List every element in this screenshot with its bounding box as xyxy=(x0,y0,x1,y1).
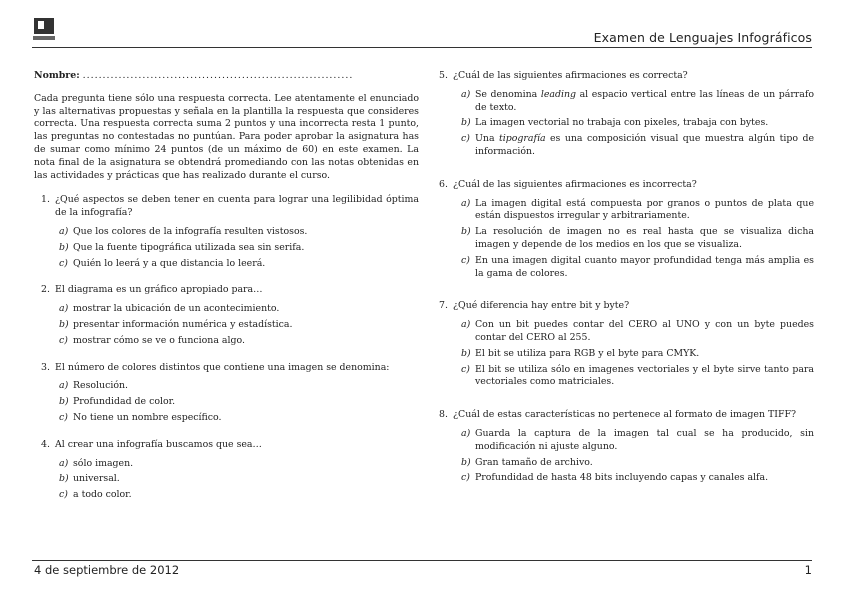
question-number: 7. xyxy=(439,300,448,312)
question-5 xyxy=(436,70,814,159)
option-text: La resolución de imagen no es real hasta que se visualiza dicha imagen y depende de los medios en los que se visualiza. xyxy=(475,226,814,250)
option-text: mostrar la ubicación de un acontecimiento. xyxy=(73,303,280,315)
option-c xyxy=(461,472,814,485)
question-text: Al crear una infografía buscamos que sea… xyxy=(55,438,262,450)
option-c xyxy=(59,489,419,502)
option-text: presentar información numérica y estadística. xyxy=(73,318,293,330)
option-text: Profundidad de hasta 48 bits incluyendo capas y canales alfa. xyxy=(475,472,769,484)
student-name-field[interactable]: .................................................................... xyxy=(82,70,354,81)
option-text-part: Una xyxy=(475,133,499,145)
option-a xyxy=(59,226,419,239)
option-text: El bit se utiliza para RGB y el byte para CMYK. xyxy=(475,347,700,359)
option-text-part: al espacio vertical entre las líneas de un párrafo de texto. xyxy=(475,88,814,113)
option-letter: c) xyxy=(461,254,470,266)
option-b xyxy=(461,117,814,130)
option-c xyxy=(59,412,419,425)
option-letter: a) xyxy=(59,303,69,315)
option-letter: b) xyxy=(461,117,471,129)
option-b xyxy=(59,242,419,255)
option-letter: c) xyxy=(59,334,68,346)
option-letter: c) xyxy=(461,472,470,484)
university-logo xyxy=(32,18,56,42)
logo-caption-icon xyxy=(33,36,55,40)
option-text xyxy=(475,89,814,115)
option-letter: c) xyxy=(461,363,470,375)
question-number: 3. xyxy=(41,361,50,373)
option-text: Que los colores de la infografía resulten vistosos. xyxy=(73,225,308,237)
option-text-part: Se denomina xyxy=(475,88,541,100)
question-number: 5. xyxy=(439,70,448,81)
option-emphasis: leading xyxy=(540,88,577,100)
option-letter: b) xyxy=(59,241,69,253)
option-letter: c) xyxy=(59,411,68,423)
instructions-paragraph: Cada pregunta tiene sólo una respuesta correcta. Lee atentamente el enunciado y las alternativas propuestas y señala en la plantilla la respuesta que consideres correcta. Una respuesta correcta suma 2 puntos y una incorrecta resta 1 punto, las preguntas no contestadas no puntúan. Para poder aprobar la asignatura has de sumar como mínimo 24 puntos (de un máximo de 60) en este examen. La nota final de la asignatura se obtendrá promediando con las notas obtenidas en las actividades y prácticas que has realizado durante el curso. xyxy=(34,92,419,181)
option-a xyxy=(461,89,814,115)
option-a xyxy=(461,319,814,345)
option-b xyxy=(59,319,419,332)
option-emphasis: tipografía xyxy=(499,133,546,145)
page-number: 1 xyxy=(804,563,812,577)
option-b xyxy=(59,473,419,486)
question-number: 8. xyxy=(439,409,448,421)
student-name-label: Nombre: xyxy=(34,70,80,81)
option-letter: b) xyxy=(59,473,69,485)
option-text: El bit se utiliza sólo en imagenes vectoriales y el byte sirve tanto para vectoriales como matriciales. xyxy=(475,363,814,388)
option-b xyxy=(461,226,814,252)
header-rule xyxy=(32,47,812,48)
option-letter: a) xyxy=(59,380,69,392)
option-letter: a) xyxy=(461,319,471,331)
option-letter: a) xyxy=(461,197,471,209)
option-text: La imagen vectorial no trabaja con pixeles, trabaja con bytes. xyxy=(475,117,769,129)
option-c xyxy=(461,255,814,281)
option-letter: b) xyxy=(59,318,69,330)
left-column xyxy=(34,70,419,516)
option-text: Guarda la captura de la imagen tal cual se ha producido, sin modificación ni ajuste alguno. xyxy=(475,427,814,452)
question-text: ¿Qué aspectos se deben tener en cuenta para lograr una legilibidad óptima de la infografía? xyxy=(55,194,419,219)
option-text: No tiene un nombre específico. xyxy=(73,411,222,423)
question-text: ¿Cuál de estas características no pertenece al formato de imagen TIFF? xyxy=(453,409,796,421)
question-6 xyxy=(436,179,814,281)
question-number: 6. xyxy=(439,178,448,190)
question-2 xyxy=(34,284,419,347)
question-number: 4. xyxy=(41,438,50,450)
footer-rule xyxy=(32,560,812,561)
option-text: Profundidad de color. xyxy=(73,396,176,408)
option-text: universal. xyxy=(73,473,120,485)
option-letter: c) xyxy=(59,489,68,501)
option-text: Con un bit puedes contar del CERO al UNO y con un byte puedes contar del CERO al 255. xyxy=(475,319,814,343)
option-b xyxy=(461,457,814,470)
option-text: Que la fuente tipográfica utilizada sea sin serifa. xyxy=(73,241,305,253)
option-b xyxy=(59,396,419,409)
option-c xyxy=(461,364,814,390)
option-c xyxy=(461,133,814,159)
option-a xyxy=(461,428,814,454)
option-a xyxy=(59,380,419,393)
option-a xyxy=(461,198,814,224)
question-1 xyxy=(34,194,419,270)
option-letter: a) xyxy=(461,88,471,100)
question-4 xyxy=(34,439,419,502)
option-letter: b) xyxy=(59,396,69,408)
option-c xyxy=(59,335,419,348)
student-name-line xyxy=(34,70,419,83)
option-a xyxy=(59,303,419,316)
option-b xyxy=(461,348,814,361)
option-letter: b) xyxy=(461,347,471,359)
question-3 xyxy=(34,362,419,425)
option-letter: b) xyxy=(461,456,471,468)
option-text: mostrar cómo se ve o funciona algo. xyxy=(73,334,245,346)
question-number: 2. xyxy=(41,284,50,296)
footer-date: 4 de septiembre de 2012 xyxy=(34,563,180,577)
question-text: ¿Cuál de las siguientes afirmaciones es correcta? xyxy=(453,70,688,81)
option-letter: a) xyxy=(59,457,69,469)
question-number: 1. xyxy=(41,194,50,206)
option-letter: a) xyxy=(461,427,471,439)
question-8 xyxy=(436,409,814,485)
option-text: a todo color. xyxy=(73,489,132,501)
option-text: Gran tamaño de archivo. xyxy=(475,456,593,468)
question-text: El número de colores distintos que contiene una imagen se denomina: xyxy=(55,361,390,373)
option-letter: c) xyxy=(59,257,68,269)
question-text: ¿Qué diferencia hay entre bit y byte? xyxy=(453,300,630,312)
question-7 xyxy=(436,300,814,389)
right-column xyxy=(436,70,814,505)
option-letter: a) xyxy=(59,225,69,237)
option-text: Quién lo leerá y a que distancia lo leerá. xyxy=(73,257,266,269)
option-text xyxy=(475,133,814,159)
option-text: Resolución. xyxy=(73,380,129,392)
option-text: En una imagen digital cuanto mayor profundidad tenga más amplia es la gama de colores. xyxy=(475,254,814,279)
exam-title: Examen de Lenguajes Infográficos xyxy=(593,30,812,45)
option-a xyxy=(59,458,419,471)
option-letter: c) xyxy=(461,133,470,145)
question-text: ¿Cuál de las siguientes afirmaciones es incorrecta? xyxy=(453,178,697,190)
option-c xyxy=(59,258,419,271)
logo-mark-icon xyxy=(34,18,54,34)
question-text: El diagrama es un gráfico apropiado para… xyxy=(55,284,263,296)
option-text-part: es una composición visual que muestra algún tipo de información. xyxy=(475,133,814,157)
option-text: La imagen digital está compuesta por granos o puntos de plata que están dispuestos irregular y arbitrariamente. xyxy=(475,197,814,222)
option-letter: b) xyxy=(461,226,471,238)
option-text: sólo imagen. xyxy=(73,457,134,469)
